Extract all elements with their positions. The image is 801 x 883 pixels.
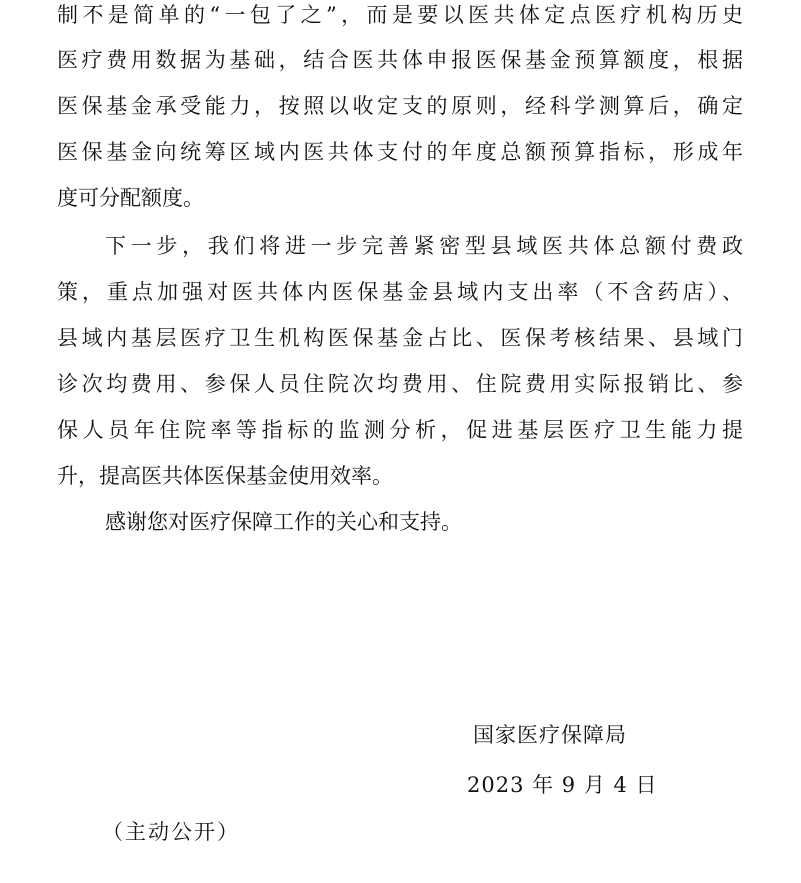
paragraph-1-line-4: 医保基金向统筹区域内医共体支付的年度总额预算指标，形成年 — [57, 140, 743, 164]
paragraph-2-line-4: 诊次均费用、参保人员住院次均费用、住院费用实际报销比、参 — [57, 372, 743, 396]
paragraph-1-line-2: 医疗费用数据为基础，结合医共体申报医保基金预算额度，根据 — [57, 48, 743, 72]
paragraph-1-line-5: 度可分配额度。 — [57, 186, 204, 210]
paragraph-3-line-1: 感谢您对医疗保障工作的关心和支持。 — [105, 510, 462, 534]
paragraph-2-line-5: 保人员年住院率等指标的监测分析，促进基层医疗卫生能力提 — [57, 418, 743, 442]
signature-date: 2023 年 9 月 4 日 — [467, 773, 658, 797]
disclosure-note: （主动公开） — [102, 820, 240, 844]
paragraph-2-line-6: 升，提高医共体医保基金使用效率。 — [57, 464, 393, 488]
paragraph-2-line-1: 下一步，我们将进一步完善紧密型县域医共体总额付费政 — [105, 234, 743, 258]
paragraph-1-line-1: 制不是简单的“一包了之”，而是要以医共体定点医疗机构历史 — [57, 3, 743, 27]
paragraph-2-line-2: 策，重点加强对医共体内医保基金县域内支出率（不含药店）、 — [57, 280, 743, 304]
paragraph-2-line-3: 县域内基层医疗卫生机构医保基金占比、医保考核结果、县域门 — [57, 326, 743, 350]
signature-organization: 国家医疗保障局 — [473, 723, 627, 747]
paragraph-1-line-3: 医保基金承受能力，按照以收定支的原则，经科学测算后，确定 — [57, 94, 743, 118]
